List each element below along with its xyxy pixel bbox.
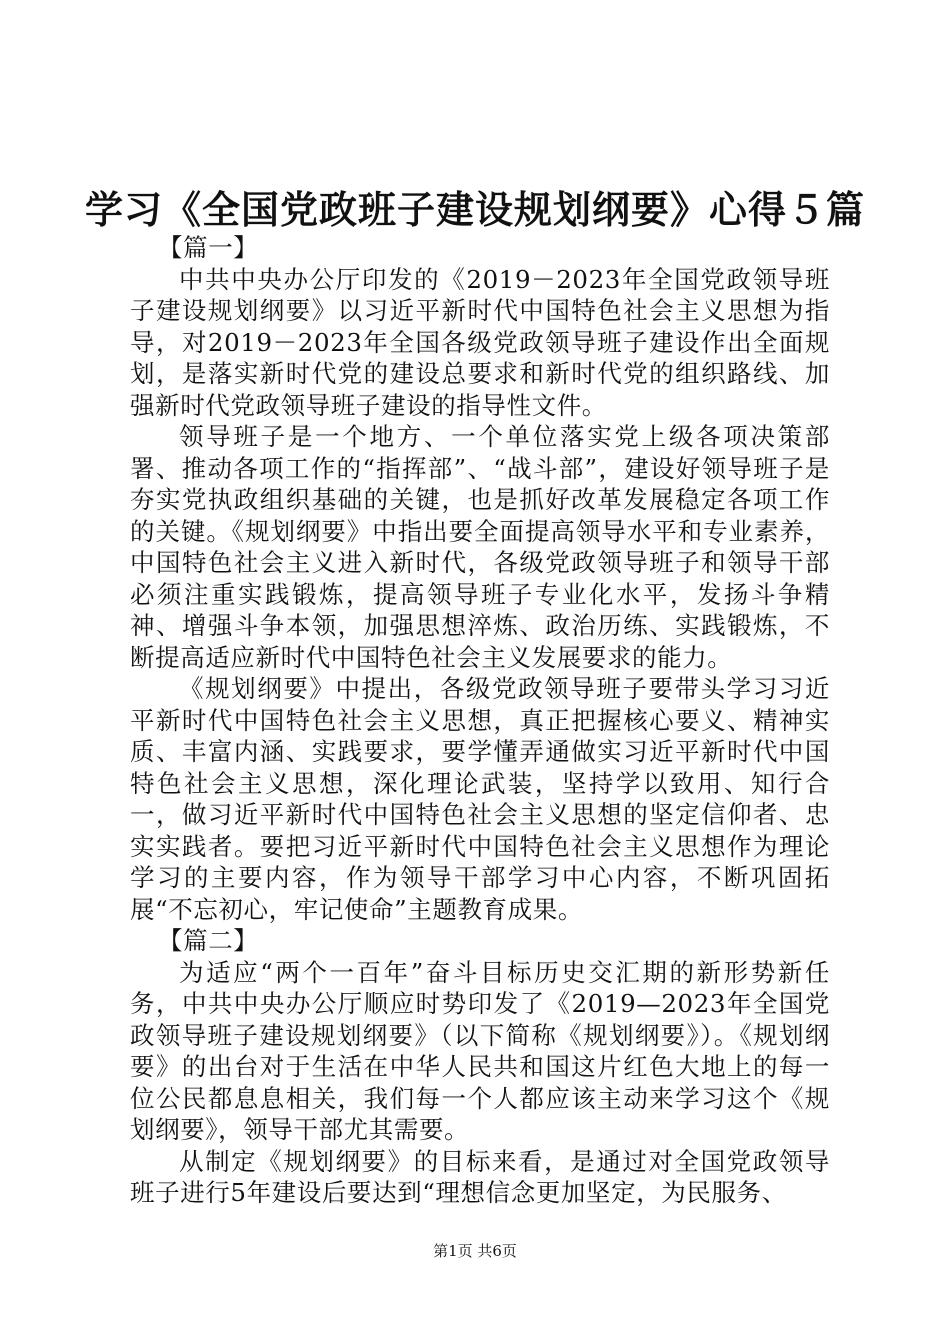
document-body [130, 232, 830, 1209]
section-heading: 【篇二】 [158, 926, 259, 955]
paragraph: 《规划纲要》中提出，各级党政领导班子要带头学习习近平新时代中国特色社会主义思想，真正把握核心要义、精神实质、丰富内涵、实践要求，要学懂弄通做实习近平新时代中国特色社会主义思想，深化理论武装，坚持学以致用、知行合一，做习近平新时代中国特色社会主义思想的坚定信仰者、忠实实践者。要把习近平新时代中国特色社会主义思想作为理论学习的主要内容，作为领导干部学习中心内容，不断巩固拓展“不忘初心，牢记使命”主题教育成果。 [130, 674, 830, 924]
paragraph: 领导班子是一个地方、一个单位落实党上级各项决策部署、推动各项工作的“指挥部”、“战斗部”，建设好领导班子是夯实党执政组织基础的关键，也是抓好改革发展稳定各项工作的关键。《规划纲要》中指出要全面提高领导水平和专业素养，中国特色社会主义进入新时代，各级党政领导班子和领导干部必须注重实践锻炼，提高领导班子专业化水平，发扬斗争精神、增强斗争本领，加强思想淬炼、政治历练、实践锻炼，不断提高适应新时代中国特色社会主义发展要求的能力。 [130, 422, 830, 672]
page-footer: 第1页 共6页 [433, 1242, 517, 1260]
paragraph: 中共中央办公厅印发的《2019－2023年全国党政领导班子建设规划纲要》以习近平新时代中国特色社会主义思想为指导，对2019－2023年全国各级党政领导班子建设作出全面规划，是落实新时代党的建设总要求和新时代党的组织路线、加强新时代党政领导班子建设的指导性文件。 [130, 264, 830, 420]
section-heading: 【篇一】 [158, 233, 259, 262]
document-title: 学习《全国党政班子建设规划纲要》心得５篇 [84, 187, 865, 232]
paragraph: 为适应“两个一百年”奋斗目标历史交汇期的新形势新任务，中共中央办公厅顺应时势印发了《2019—2023年全国党政领导班子建设规划纲要》（以下简称《规划纲要》）。《规划纲要》的出台对于生活在中华人民共和国这片红色大地上的每一位公民都息息相关，我们每一个人都应该主动来学习这个《规划纲要》，领导干部尤其需要。 [130, 957, 830, 1144]
paragraph: 从制定《规划纲要》的目标来看，是通过对全国党政领导班子进行5年建设后要达到“理想信念更加坚定，为民服务、 [130, 1146, 830, 1207]
